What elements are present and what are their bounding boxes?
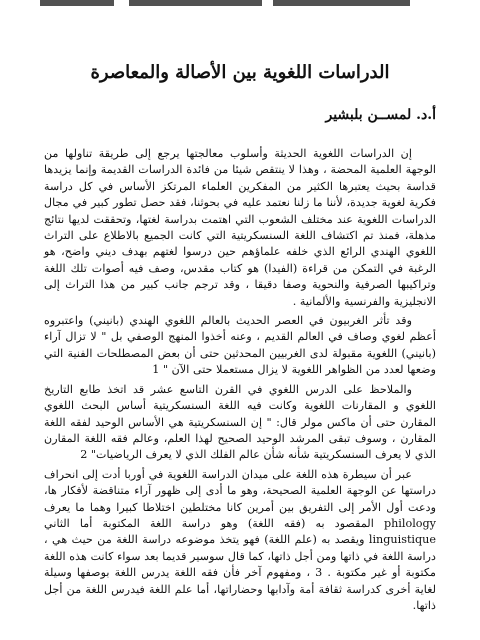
paragraph-4-text: عبر أن سيطرة هذه اللغة على ميدان الدراسة اللغوية في أوربا أدت إلى انحراف دراستها عن الوجهة العلمية الصحيحة، وهو ما أدى إلى ظهور آراء متناقضة لأفكار ها، ودعت أول الأمر إلى التفريق بين أمرين كانا مختلطين اختلاطا كبيرا وهما ما يعرف philology المقصود به (فقه اللغة) وهو دراسة اللغة المكتوبة أما الثاني linguistique ويقصد به (علم اللغة) فهو يتخذ موضوعه دراسة اللغة من حيث هي ، دراسة اللغة في ذاتها ومن أجل ذاتها، كما قال سوسير قديما بعد سواء كانت هذه اللغة مكتوبة أو غير مكتوبة . 3 ، ومفهوم آخر فأن فقه اللغة يدرس اللغة بوصفها وسيلة لغاية أخرى كدراسة ثقافة أمة وآدابها وحضاراتها، أما علم اللغة فيدرس اللغة من أجل ذاتها. bbox=[44, 467, 436, 612]
paragraph-2-text: وقد تأثر الغربيون في العصر الحديث بالعالم اللغوي الهندي (بانيني) واعتبروه أعظم لغوي وصاف في العالم القديم ، وعنه أخذوا المنهج الوصفي بل " لا تزال آراء (بانيني) اللغوية مقبولة لدى الغربيين المحدثين حتى أن بعض المصطلحات الفنية التي وضعها لعدد من الظواهر اللغوية لا يزال مستعملا حتى الآن " 1 bbox=[44, 314, 436, 377]
paragraph-4 bbox=[44, 467, 436, 615]
paragraph-1-text: إن الدراسات اللغوية الحديثة وأسلوب معالجتها يرجع إلى طريقة تناولها من الوجهة العلمية المحضة ، وهذا لا ينتقص شيئا من فائدة الدراسات القديمة وإنما يزيدها قداسة بحيث يعتبرها الكثير من المفكرين العلماء المرتكز الأساس في كل دراسة فكرية لغوية جديدة، لأننا ما زلنا نعتمد عليه في بحوثنا، فقد حصل تطور كبير في مجال الدراسات اللغوية عند مختلف الشعوب التي اهتمت بدراسة لغتها، وتحققت لديها نتائج مذهلة، فمنذ تم اكتشاف اللغة السنسكريتية التي كانت الجميع بالاطلاع على التراث اللغوي الهندي الرائع الذي خلفه علماؤهم حين درسوا لغتهم بهدف ديني واضح، هو الرغبة في التمكن من قراءة (الفيدا) هو كتاب مقدس، وصف فيه أصوات تلك اللغة وتراكيبها الصرفية والنحوية وصفا دقيقا ، وقد ترجم جانب كبير من هذا التراث إلى الانجليزية والفرنسية والألمانية . bbox=[44, 147, 436, 308]
paragraph-2 bbox=[44, 313, 436, 379]
paragraph-3-text: والملاحظ على الدرس اللغوي في القرن التاسع عشر قد اتخذ طابع التاريخ اللغوي و المقارنات اللغوية وكانت فيه اللغة السنسكريتية أساس البحث اللغوي المقارن حتى أن ماكس مولر قال: " إن السنسكريتية هي الأساس الوحيد لفقه اللغة المقارن ، وسوف تبقى المرشد الوحيد الصحيح لهذا العلم، وعالم فقه اللغة المقارن الذي لا يعرف السنسكريتية شأنه شأن عالم الفلك الذي لا يعرف الرياضيات" 2 bbox=[44, 382, 436, 462]
page-title: الدراسات اللغوية بين الأصالة والمعاصرة bbox=[90, 62, 390, 83]
paragraph-3 bbox=[44, 382, 436, 464]
article-body bbox=[44, 146, 436, 617]
paragraph-1 bbox=[44, 146, 436, 310]
author-line: أ.د. لمســن بلبشير bbox=[325, 107, 436, 123]
header-rule bbox=[40, 0, 410, 6]
